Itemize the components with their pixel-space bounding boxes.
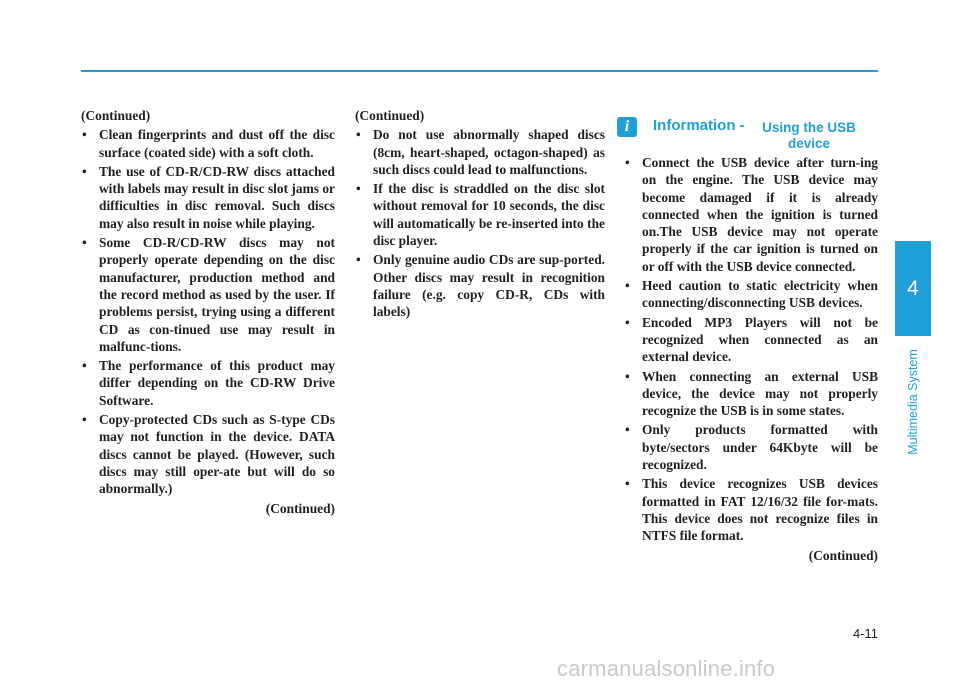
list-item: • Connect the USB device after turn-ing on the engine. The USB device may become damaged if it is already connected when the ignition is turned on.The USB device may not operate properly if the car ignition is turned on or off with the USB device connected. (624, 154, 878, 275)
information-title: Information - (653, 117, 745, 134)
list-item: • Heed caution to static electricity when connecting/disconnecting USB devices. (624, 277, 878, 312)
chapter-label (895, 342, 931, 462)
watermark: carmanualsonline.info (557, 656, 776, 681)
list-item: • The use of CD-R/CD-RW discs attached with labels may result in disc slot jams or difficulties in disc removal. Such discs may also result in noise while playing. (81, 163, 335, 232)
list-item: • If the disc is straddled on the disc slot without removal for 10 seconds, the disc will automatically be re-inserted into the disc player. (355, 180, 605, 249)
list-item: • Only genuine audio CDs are sup-ported. Other discs may result in recognition failure (e.g. copy CD-R, CDs with labels) (355, 251, 605, 320)
page-number: 4-11 (852, 626, 878, 641)
bullet-list (355, 126, 605, 320)
information-subtitle: Using the USB device (762, 120, 856, 151)
info-icon: i (617, 117, 637, 137)
list-item: • Copy-protected CDs such as S-type CDs may not function in the device. DATA discs cannot be played. (However, such discs may still oper-ate but will do so abnormally.) (81, 411, 335, 497)
bullet-list (81, 126, 335, 497)
list-item: • Encoded MP3 Players will not be recognized when connected as an external device. (624, 314, 878, 366)
list-item: • The performance of this product may differ depending on the CD-RW Drive Software. (81, 357, 335, 409)
continued-label: (Continued) (81, 108, 151, 123)
column-middle (355, 107, 605, 323)
bullet-list (624, 154, 878, 545)
continued-footer: (Continued) (265, 500, 335, 516)
list-item: • When connecting an external USB device, the device may not properly recognize the USB is in some states. (624, 368, 878, 420)
list-item: • Some CD-R/CD-RW discs may not properly operate depending on the disc manufacturer, production method and the record method as used by the user. If problems persist, trying using a different CD as con-tinued use may result in malfunc-tions. (81, 234, 335, 355)
list-item: • Only products formatted with byte/sectors under 64Kbyte will be recognized. (624, 421, 878, 473)
continued-footer: (Continued) (808, 547, 878, 563)
column-left (81, 107, 335, 517)
list-item: • Clean fingerprints and dust off the disc surface (coated side) with a soft cloth. (81, 126, 335, 161)
header-rule (81, 70, 878, 72)
list-item: • This device recognizes USB devices formatted in FAT 12/16/32 file for-mats. This device does not recognize files in NTFS file format. (624, 475, 878, 544)
column-right (624, 154, 878, 564)
continued-label: (Continued) (355, 108, 425, 123)
chapter-label-text: Multimedia System (906, 349, 920, 455)
chapter-tab: 4 (895, 241, 931, 336)
list-item: • Do not use abnormally shaped discs (8cm, heart-shaped, octagon-shaped) as such discs could lead to malfunctions. (355, 126, 605, 178)
